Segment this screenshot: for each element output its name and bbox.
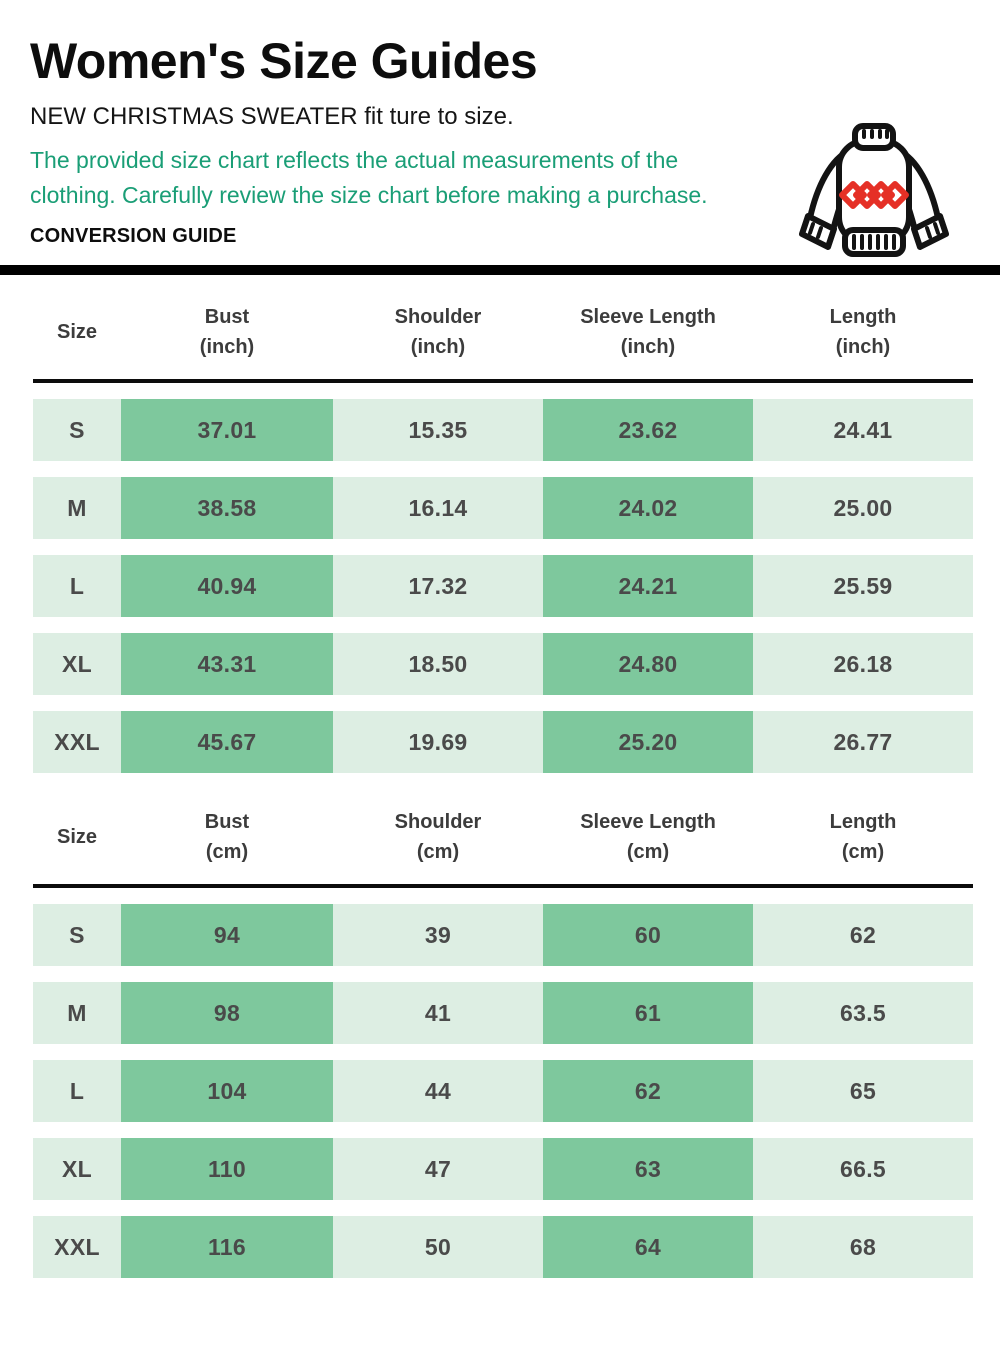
size-table-cm [33, 773, 973, 1278]
length-cell: 66.5 [840, 1155, 886, 1182]
column-header-bust: Bust (inch) [199, 306, 255, 358]
sleeve-length-cell: 64 [543, 1216, 753, 1278]
shoulder-cell: 41 [424, 999, 452, 1026]
size-chart-note: The provided size chart reflects the actual measurements of the clothing. Carefully review the size chart before making a purchase. [30, 147, 708, 208]
sleeve-length-cell: 60 [543, 904, 753, 966]
table-row [33, 1060, 973, 1122]
length-cell: 63.5 [840, 999, 886, 1026]
bust-cell: 38.58 [121, 477, 333, 539]
shoulder-cell: 17.32 [408, 572, 468, 599]
size-cell: M [67, 999, 87, 1026]
column-header-size: Size [56, 321, 98, 343]
size-table-inch [33, 275, 973, 773]
table-row [33, 982, 973, 1044]
sleeve-length-cell: 24.80 [543, 633, 753, 695]
sleeve-length-cell: 25.20 [543, 711, 753, 773]
bust-cell: 45.67 [121, 711, 333, 773]
column-header-sleeve-length: Sleeve Length (inch) [580, 306, 716, 358]
sleeve-length-cell: 61 [543, 982, 753, 1044]
conversion-guide-label: CONVERSION GUIDE [30, 225, 237, 247]
size-cell: XXL [54, 1233, 100, 1260]
sleeve-length-cell: 24.21 [543, 555, 753, 617]
shoulder-cell: 47 [424, 1155, 452, 1182]
page-title: Women's Size Guides [30, 33, 538, 89]
table-header-rule [33, 379, 973, 383]
sleeve-length-cell: 63 [543, 1138, 753, 1200]
size-cell: L [69, 1077, 85, 1104]
length-cell: 65 [849, 1077, 877, 1104]
shoulder-cell: 16.14 [408, 494, 468, 521]
column-header-sleeve-length: Sleeve Length (cm) [580, 811, 716, 863]
shoulder-cell: 15.35 [408, 416, 468, 443]
shoulder-cell: 50 [424, 1233, 452, 1260]
length-cell: 25.00 [833, 494, 893, 521]
table-row [33, 555, 973, 617]
size-cell: S [69, 416, 85, 443]
table-header-row [33, 275, 973, 379]
size-cell: S [69, 921, 85, 948]
table-row [33, 1138, 973, 1200]
table-header-rule [33, 884, 973, 888]
length-cell: 26.77 [833, 728, 893, 755]
length-cell: 26.18 [833, 650, 893, 677]
length-cell: 68 [849, 1233, 877, 1260]
subtitle: NEW CHRISTMAS SWEATER fit ture to size. [30, 103, 514, 130]
bust-cell: 37.01 [121, 399, 333, 461]
shoulder-cell: 19.69 [408, 728, 468, 755]
table-row [33, 1216, 973, 1278]
bust-cell: 43.31 [121, 633, 333, 695]
length-cell: 62 [849, 921, 877, 948]
bust-cell: 94 [121, 904, 333, 966]
table-row [33, 633, 973, 695]
column-header-shoulder: Shoulder (inch) [394, 306, 482, 358]
table-row [33, 904, 973, 966]
size-cell: XXL [54, 728, 100, 755]
column-header-size: Size [56, 826, 98, 848]
bust-cell: 98 [121, 982, 333, 1044]
shoulder-cell: 44 [424, 1077, 452, 1104]
column-header-length: Length (cm) [829, 811, 897, 863]
size-cell: XL [62, 650, 92, 677]
bust-cell: 116 [121, 1216, 333, 1278]
bust-cell: 104 [121, 1060, 333, 1122]
sleeve-length-cell: 24.02 [543, 477, 753, 539]
bust-cell: 110 [121, 1138, 333, 1200]
column-header-shoulder: Shoulder (cm) [394, 811, 482, 863]
table-row [33, 711, 973, 773]
size-cell: M [67, 494, 87, 521]
section-divider [0, 265, 1000, 275]
shoulder-cell: 18.50 [408, 650, 468, 677]
length-cell: 24.41 [833, 416, 893, 443]
size-cell: XL [62, 1155, 92, 1182]
table-row [33, 399, 973, 461]
column-header-bust: Bust (cm) [204, 811, 250, 863]
shoulder-cell: 39 [424, 921, 452, 948]
christmas-sweater-icon [798, 123, 950, 263]
length-cell: 25.59 [833, 572, 893, 599]
column-header-length: Length (inch) [829, 306, 897, 358]
table-header-row [33, 773, 973, 884]
sleeve-length-cell: 62 [543, 1060, 753, 1122]
bust-cell: 40.94 [121, 555, 333, 617]
table-row [33, 477, 973, 539]
sleeve-length-cell: 23.62 [543, 399, 753, 461]
size-cell: L [69, 572, 85, 599]
